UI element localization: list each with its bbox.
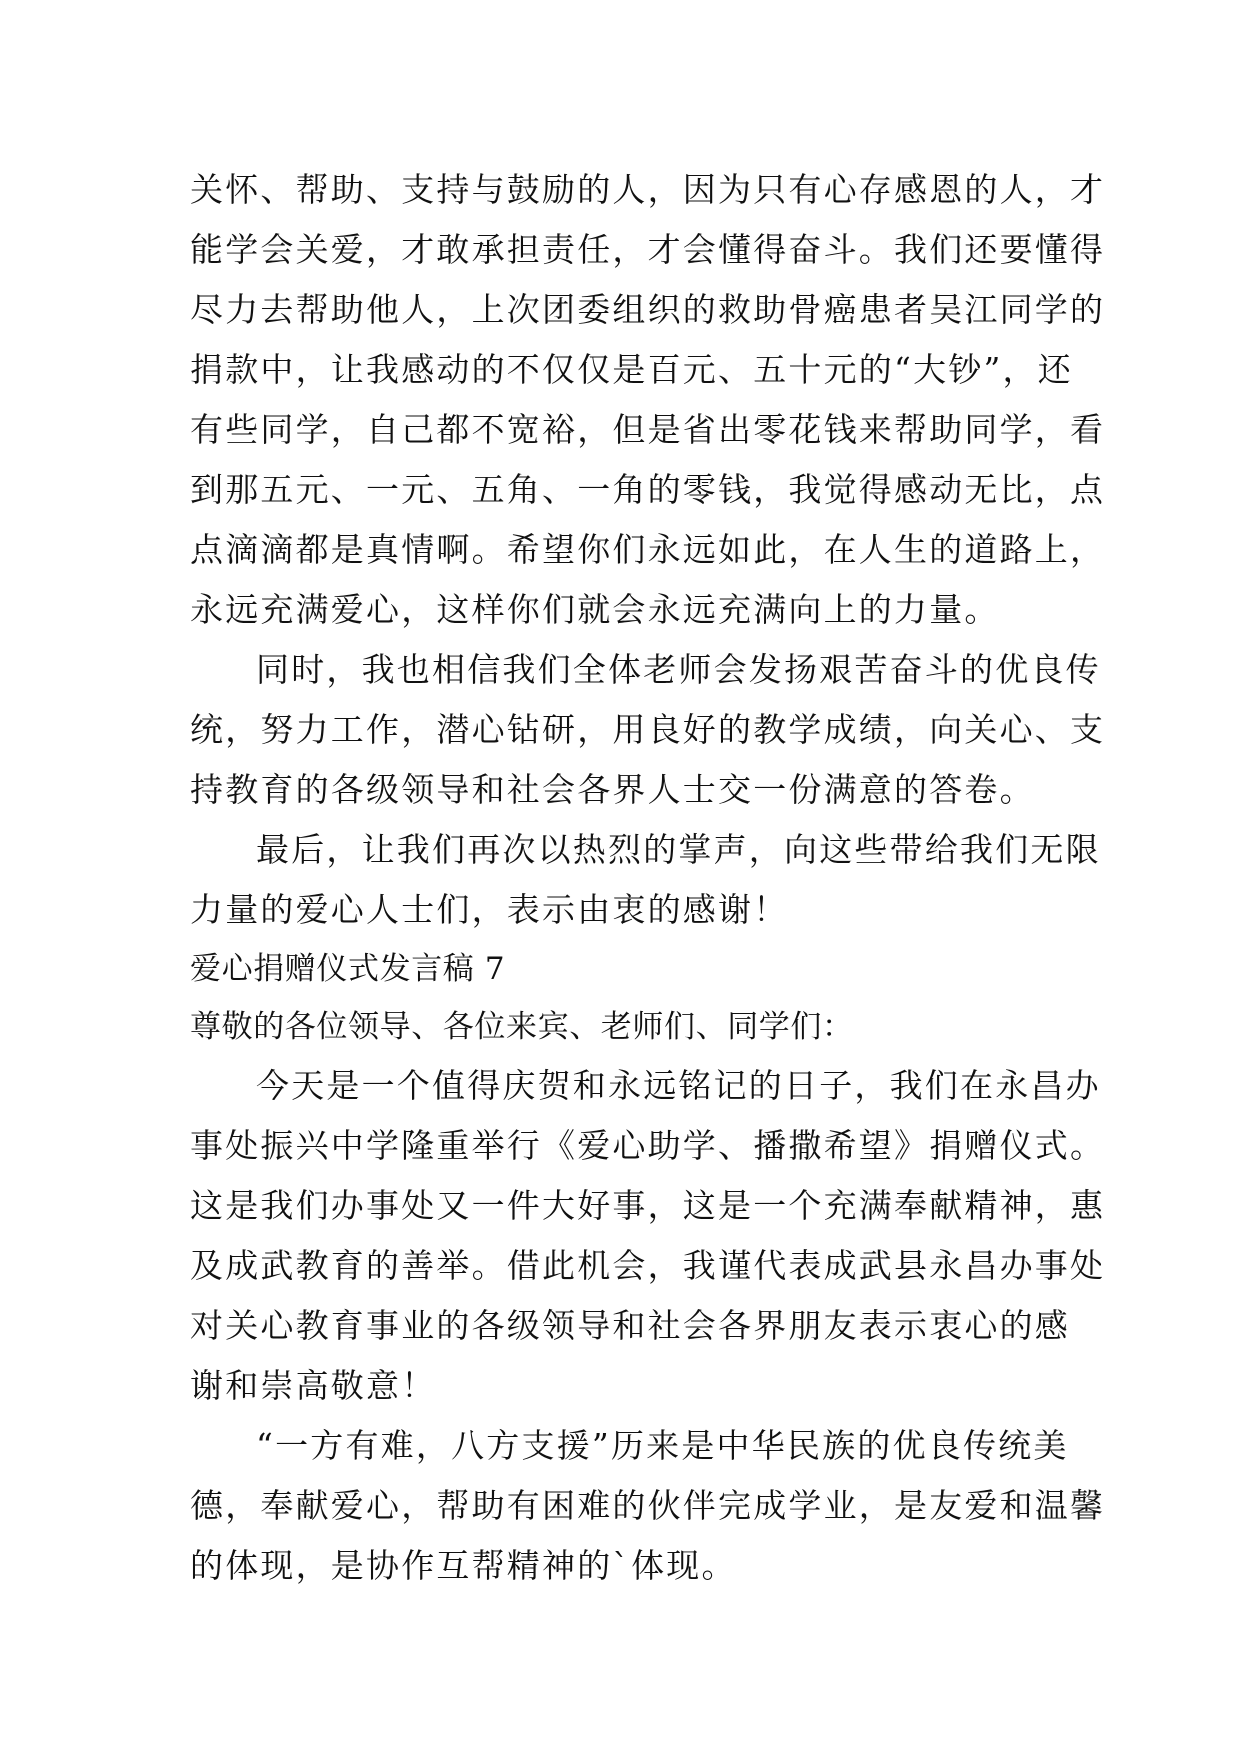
paragraph-start-line: 今天是一个值得庆贺和永远铭记的日子，我们在永昌办: [256, 1066, 1101, 1105]
text-line: 对关心教育事业的各级领导和社会各界朋友表示衷心的感: [190, 1306, 1070, 1345]
text-line: 事处振兴中学隆重举行《爱心助学、播撒希望》捐赠仪式。: [190, 1126, 1106, 1165]
text-line: 统，努力工作，潜心钻研，用良好的教学成绩，向关心、支: [190, 710, 1106, 749]
salutation-line: 尊敬的各位领导、各位来宾、老师们、同学们：: [190, 1009, 854, 1045]
text-line: 永远充满爱心，这样你们就会永远充满向上的力量。: [190, 590, 1000, 629]
text-line: 这是我们办事处又一件大好事，这是一个充满奉献精神，惠: [190, 1186, 1106, 1225]
text-line: 谢和崇高敬意！: [190, 1366, 437, 1405]
document-body: [190, 160, 1106, 1596]
text-line: 德，奉献爱心，帮助有困难的伙伴完成学业，是友爱和温馨: [190, 1486, 1106, 1525]
text-line: 有些同学，自己都不宽裕，但是省出零花钱来帮助同学，看: [190, 410, 1106, 449]
paragraph-start-line: “一方有难，八方支援”历来是中华民族的优良传统美: [256, 1426, 1069, 1465]
paragraph-start-line: 同时，我也相信我们全体老师会发扬艰苦奋斗的优良传: [256, 650, 1101, 689]
text-line: 持教育的各级领导和社会各界人士交一份满意的答卷。: [190, 770, 1035, 809]
text-line: 力量的爱心人士们，表示由衷的感谢！: [190, 890, 789, 929]
text-line: 关怀、帮助、支持与鼓励的人，因为只有心存感恩的人，才: [190, 170, 1106, 209]
section-heading: 爱心捐赠仪式发言稿 7: [190, 951, 506, 987]
text-line: 尽力去帮助他人，上次团委组织的救助骨癌患者吴江同学的: [190, 290, 1106, 329]
paragraph-start-line: 最后，让我们再次以热烈的掌声，向这些带给我们无限: [256, 830, 1101, 869]
text-line: 的体现，是协作互帮精神的`体现。: [190, 1546, 737, 1585]
text-line: 到那五元、一元、五角、一角的零钱，我觉得感动无比，点: [190, 470, 1106, 509]
text-line: 点滴滴都是真情啊。希望你们永远如此，在人生的道路上，: [190, 530, 1106, 569]
text-line: 能学会关爱，才敢承担责任，才会懂得奋斗。我们还要懂得: [190, 230, 1106, 269]
text-line: 捐款中，让我感动的不仅仅是百元、五十元的“大钞”，还: [190, 350, 1073, 389]
text-line: 及成武教育的善举。借此机会，我谨代表成武县永昌办事处: [190, 1246, 1106, 1285]
